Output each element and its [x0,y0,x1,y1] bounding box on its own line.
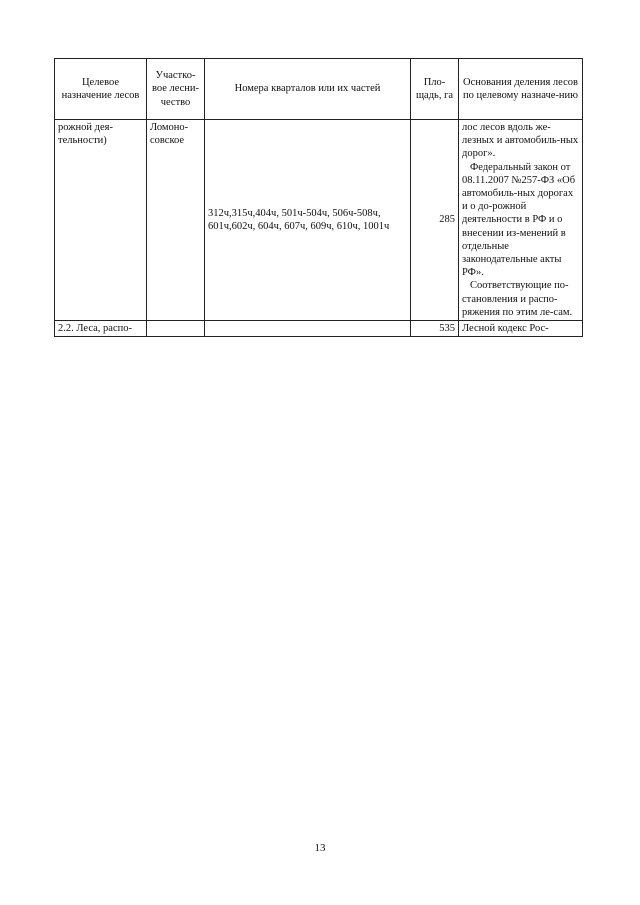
basis-paragraph: Федеральный закон от 08.11.2007 №257-ФЗ «Об автомобиль-ных дорогах и о до-рожной деятельности в РФ и о внесении из-менений в отдельные законодательные акты РФ». [462,161,576,279]
header-purpose: Целевое назначение лесов [55,59,147,120]
cell-purpose: 2.2. Леса, распо- [55,321,147,337]
table-header-row [55,59,583,120]
cell-basis [459,120,583,321]
header-quarters: Номера кварталов или их частей [205,59,411,120]
header-basis: Основания деления лесов по целевому назначе-нию [459,59,583,120]
basis-paragraph: Соответствующие по-становления и распо-ряжения по этим ле-сам. [462,280,573,318]
cell-purpose: рожной дея-тельности) [55,120,147,321]
header-forestry: Участко-вое лесни-чество [147,59,205,120]
forest-purpose-table [54,58,583,337]
cell-area: 535 [411,321,459,337]
cell-area: 285 [411,120,459,321]
cell-basis: Лесной кодекс Рос- [459,321,583,337]
cell-forestry: Ломоно-совское [147,120,205,321]
header-area: Пло-щадь, га [411,59,459,120]
table-row [55,120,583,321]
basis-paragraph: лос лесов вдоль же-лезных и автомобиль-ных дорог». [462,122,579,160]
cell-quarters: 312ч,315ч,404ч, 501ч-504ч, 506ч-508ч, 601ч,602ч, 604ч, 607ч, 609ч, 610ч, 1001ч [205,120,411,321]
page-number: 13 [314,842,326,854]
table-row [55,321,583,337]
cell-quarters [205,321,411,337]
cell-forestry [147,321,205,337]
